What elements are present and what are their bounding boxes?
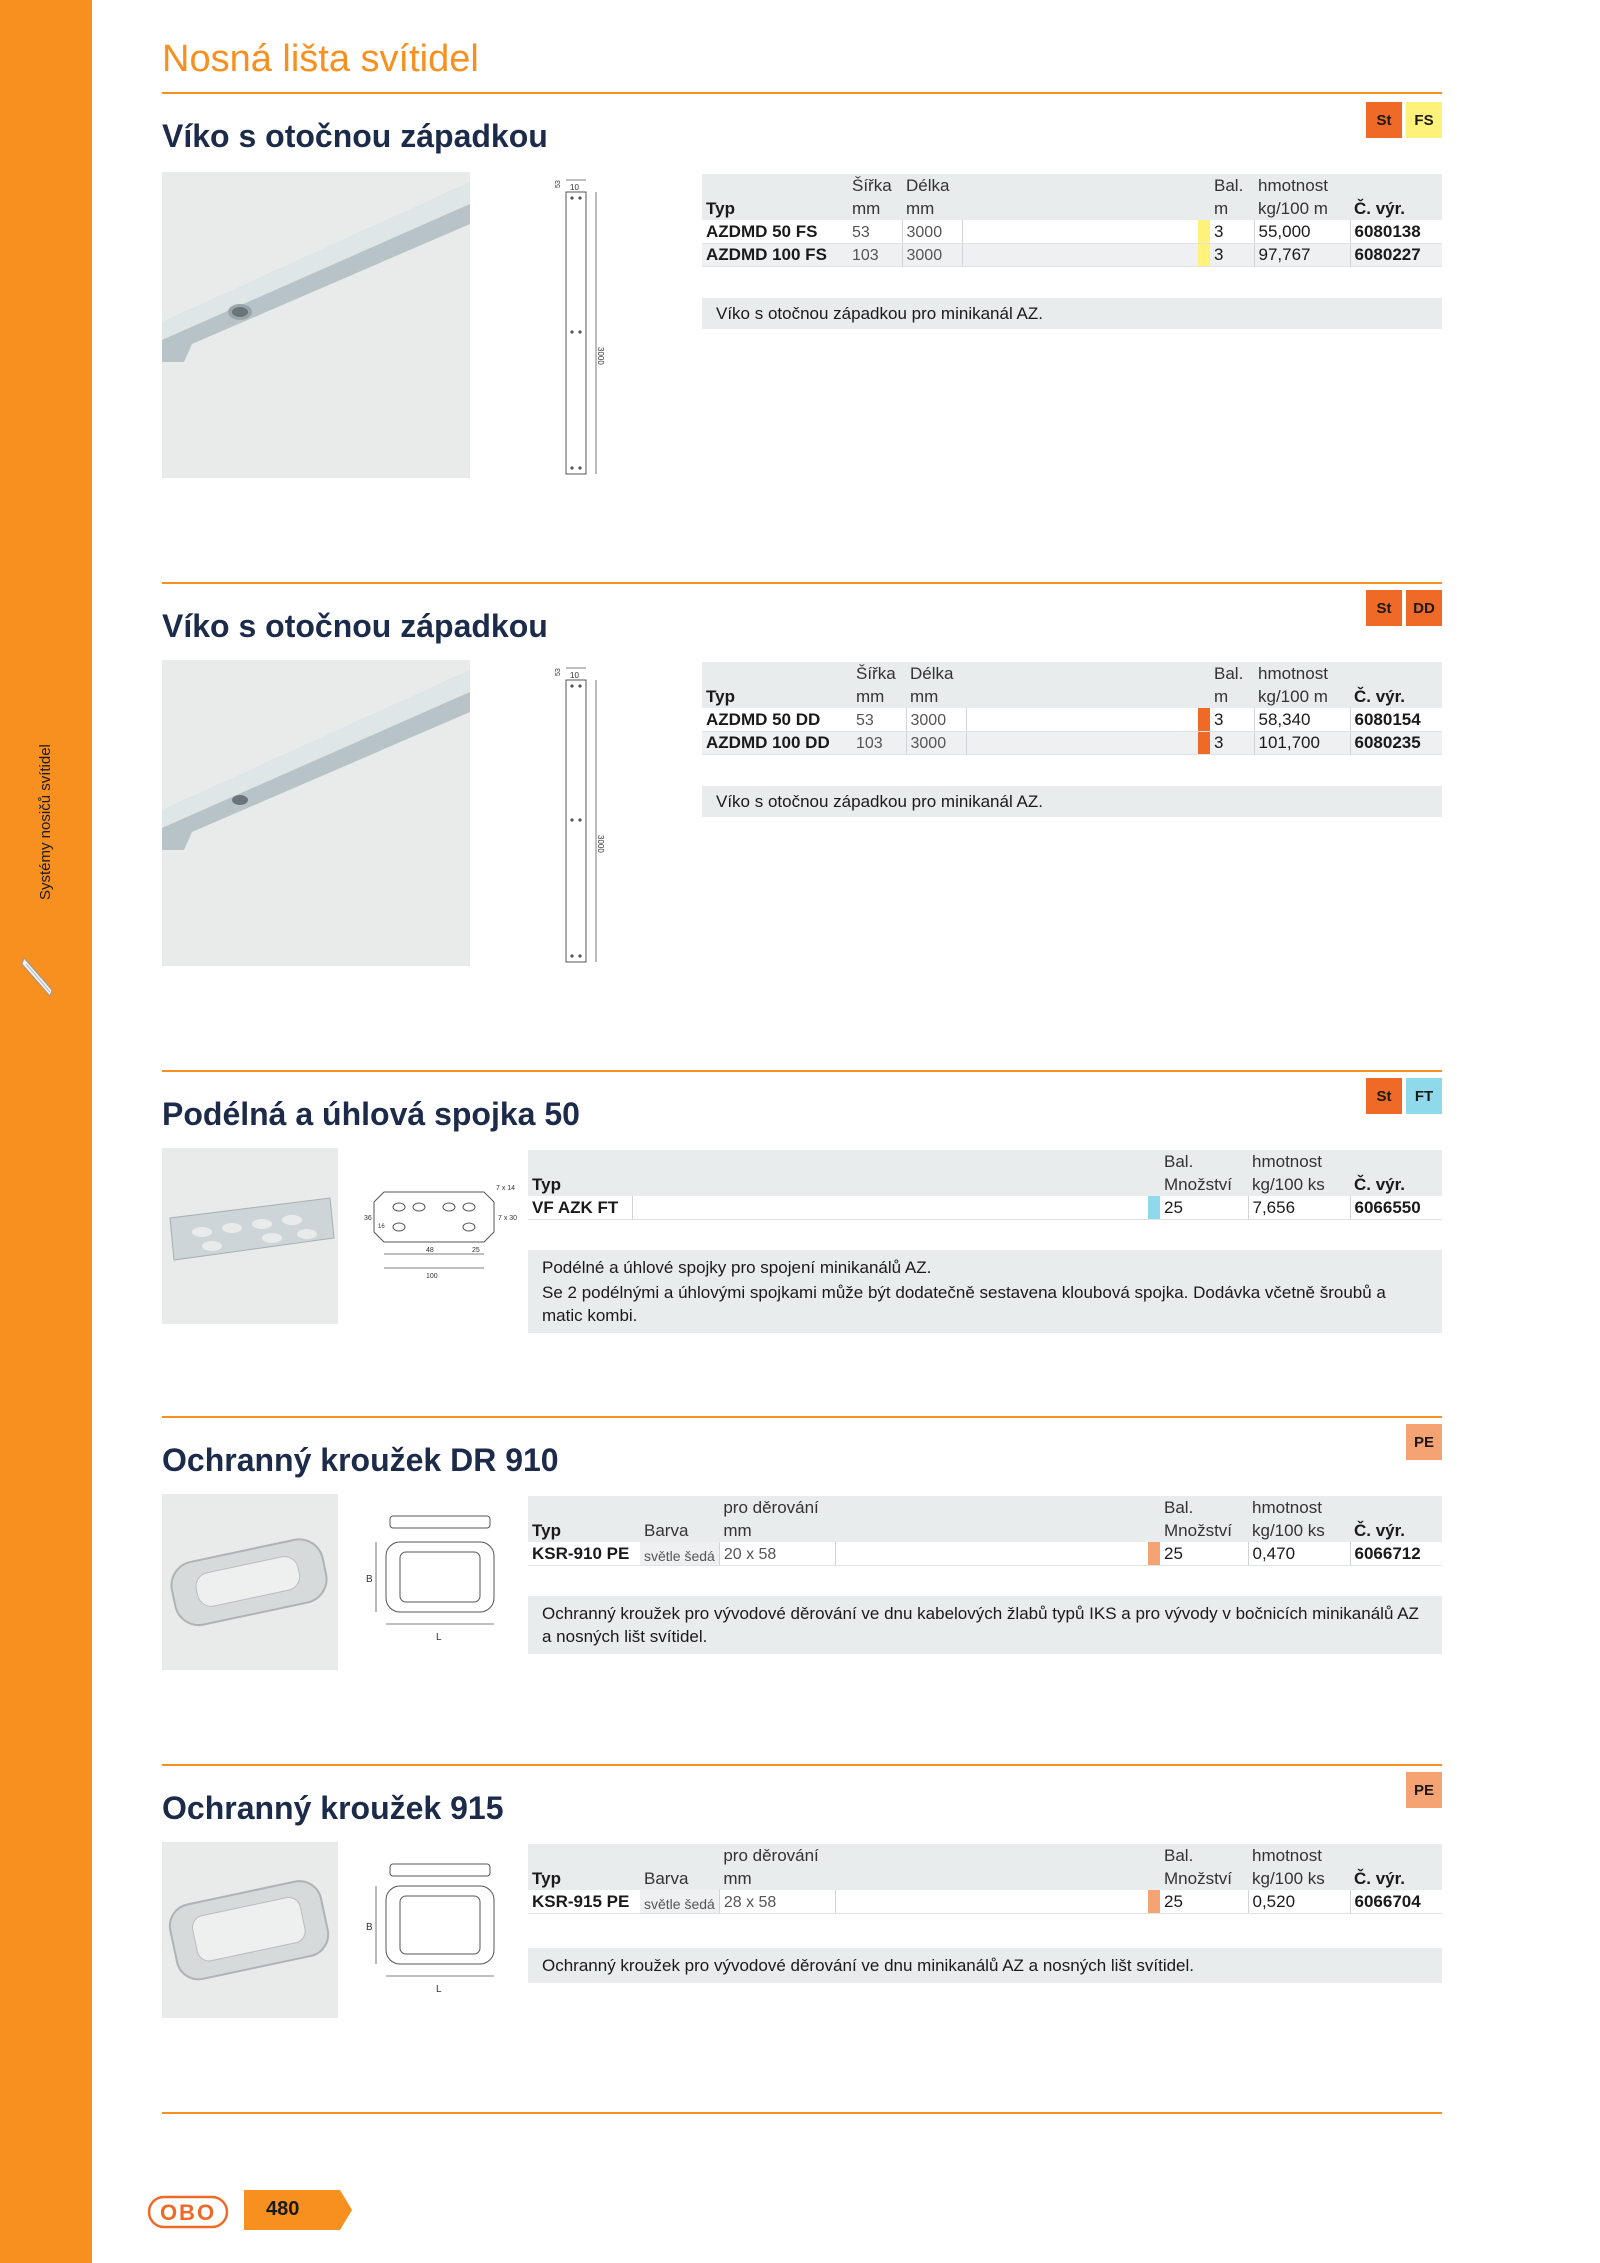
technical-drawing — [362, 1506, 522, 1656]
material-badges — [1406, 1772, 1442, 1808]
product-thumbnail-icon — [20, 950, 56, 1004]
footer-divider — [162, 2112, 1442, 2114]
note-line: Se 2 podélnými a úhlovými spojkami může být dodatečně sestavena kloubová spojka. Dodávka včetně šroubů a matic kombi. — [542, 1283, 1386, 1325]
product-table: Bal. hmotnost Typ Množství kg/100 ks Č. výr. VF AZK FT 25 7,656 6066550 — [528, 1150, 1442, 1220]
svg-text:100: 100 — [426, 1273, 438, 1280]
technical-drawing — [362, 1854, 522, 2004]
section-divider — [162, 1764, 1442, 1766]
table-row: AZDMD 100 DD 103 3000 3 101,700 6080235 — [702, 731, 1442, 754]
dim-height: 53 — [555, 180, 562, 188]
note-line: Podélné a úhlové spojky pro spojení minikanálů AZ. — [542, 1258, 932, 1277]
dim-l: L — [436, 1984, 442, 1995]
page-number: 480 — [244, 2190, 352, 2230]
material-badges — [1406, 1424, 1442, 1460]
table-row: AZDMD 50 FS 53 3000 3 55,000 6080138 — [702, 220, 1442, 243]
obo-logo-icon — [148, 2196, 228, 2228]
table-row: KSR-915 PE světle šedá 28 x 58 25 0,520 6066704 — [528, 1890, 1442, 1913]
table-row: KSR-910 PE světle šedá 20 x 58 25 0,470 6066712 — [528, 1542, 1442, 1565]
sidebar — [0, 0, 92, 2263]
material-badges — [1366, 102, 1442, 138]
section-title: Podélná a úhlová spojka 50 — [162, 1096, 580, 1132]
product-table: pro děrování Bal. hmotnost Typ Barva mm Množství kg/100 ks Č. výr. KSR-915 PE světle šedá 28 x 58 25 0,520 6066704 — [528, 1844, 1442, 1914]
technical-drawing — [364, 1162, 518, 1282]
section-title: Ochranný kroužek DR 910 — [162, 1442, 559, 1478]
section-divider — [162, 1416, 1442, 1418]
sidebar-label: Systémy nosičů svítidel — [37, 744, 54, 900]
svg-text:16: 16 — [378, 1224, 385, 1230]
section-azdmd-dd — [162, 582, 1442, 982]
table-row: AZDMD 100 FS 103 3000 3 97,767 6080227 — [702, 243, 1442, 266]
badge-dd: DD — [1406, 590, 1442, 626]
section-title: Víko s otočnou západkou — [162, 118, 548, 154]
section-divider — [162, 582, 1442, 584]
dim-length: 3000 — [596, 835, 605, 853]
dim-height: 53 — [555, 668, 562, 676]
dim-length: 3000 — [596, 347, 605, 365]
product-note: Víko s otočnou západkou pro minikanál AZ. — [702, 786, 1442, 817]
section-title: Víko s otočnou západkou — [162, 608, 548, 644]
svg-text:7 x 30: 7 x 30 — [498, 1215, 518, 1222]
svg-text:25: 25 — [472, 1247, 480, 1254]
dim-b: B — [366, 1574, 373, 1585]
section-divider — [162, 1070, 1442, 1072]
product-photo — [162, 1494, 338, 1670]
product-note: Ochranný kroužek pro vývodové děrování ve dnu minikanálů AZ a nosných lišt svítidel. — [528, 1948, 1442, 1983]
product-note — [528, 1250, 1442, 1333]
page-title: Nosná lišta svítidel — [162, 38, 479, 80]
material-badges — [1366, 1078, 1442, 1114]
badge-st: St — [1366, 1078, 1402, 1114]
dim-width: 10 — [570, 671, 579, 680]
section-vf-azk — [162, 1070, 1442, 1370]
section-azdmd-fs — [162, 94, 1442, 494]
table-row: AZDMD 50 DD 53 3000 3 58,340 6080154 — [702, 708, 1442, 731]
material-badges — [1366, 590, 1442, 626]
product-table: Šířka Délka Bal. hmotnost Typ mm mm m kg/100 m Č. výr. AZDMD 50 DD 53 3000 3 58,340 6080154 AZDMD 100 DD 103 3000 3 101,700 6080235 — [702, 662, 1442, 755]
table-row: VF AZK FT 25 7,656 6066550 — [528, 1196, 1442, 1219]
badge-ft: FT — [1406, 1078, 1442, 1114]
svg-text:7 x 14: 7 x 14 — [496, 1185, 516, 1192]
section-ksr-915 — [162, 1764, 1442, 2064]
product-table: Šířka Délka Bal. hmotnost Typ mm mm m kg/100 m Č. výr. AZDMD 50 FS 53 3000 3 55,000 6080138 AZDMD 100 FS 103 3000 3 97,767 6080227 — [702, 174, 1442, 267]
section-title: Ochranný kroužek 915 — [162, 1790, 504, 1826]
product-photo — [162, 1842, 338, 2018]
section-ksr-910 — [162, 1416, 1442, 1716]
product-photo — [162, 172, 470, 478]
product-note: Víko s otočnou západkou pro minikanál AZ. — [702, 298, 1442, 329]
technical-drawing — [552, 172, 622, 482]
svg-text:48: 48 — [426, 1247, 434, 1254]
badge-fs: FS — [1406, 102, 1442, 138]
badge-pe: PE — [1406, 1424, 1442, 1460]
badge-st: St — [1366, 102, 1402, 138]
badge-st: St — [1366, 590, 1402, 626]
technical-drawing — [552, 660, 622, 970]
product-photo — [162, 1148, 338, 1324]
product-table: pro děrování Bal. hmotnost Typ Barva mm Množství kg/100 ks Č. výr. KSR-910 PE světle šedá 20 x 58 25 0,470 6066712 — [528, 1496, 1442, 1566]
badge-pe: PE — [1406, 1772, 1442, 1808]
logo-text: OBO — [159, 2200, 217, 2225]
product-note: Ochranný kroužek pro vývodové děrování ve dnu kabelových žlabů typů IKS a pro vývody v bočnicích minikanálů AZ a nosných lišt svítidel. — [528, 1596, 1442, 1654]
dim-b: B — [366, 1922, 373, 1933]
dim-width: 10 — [570, 183, 579, 192]
dim-l: L — [436, 1632, 442, 1643]
svg-text:36: 36 — [364, 1215, 372, 1222]
product-photo — [162, 660, 470, 966]
